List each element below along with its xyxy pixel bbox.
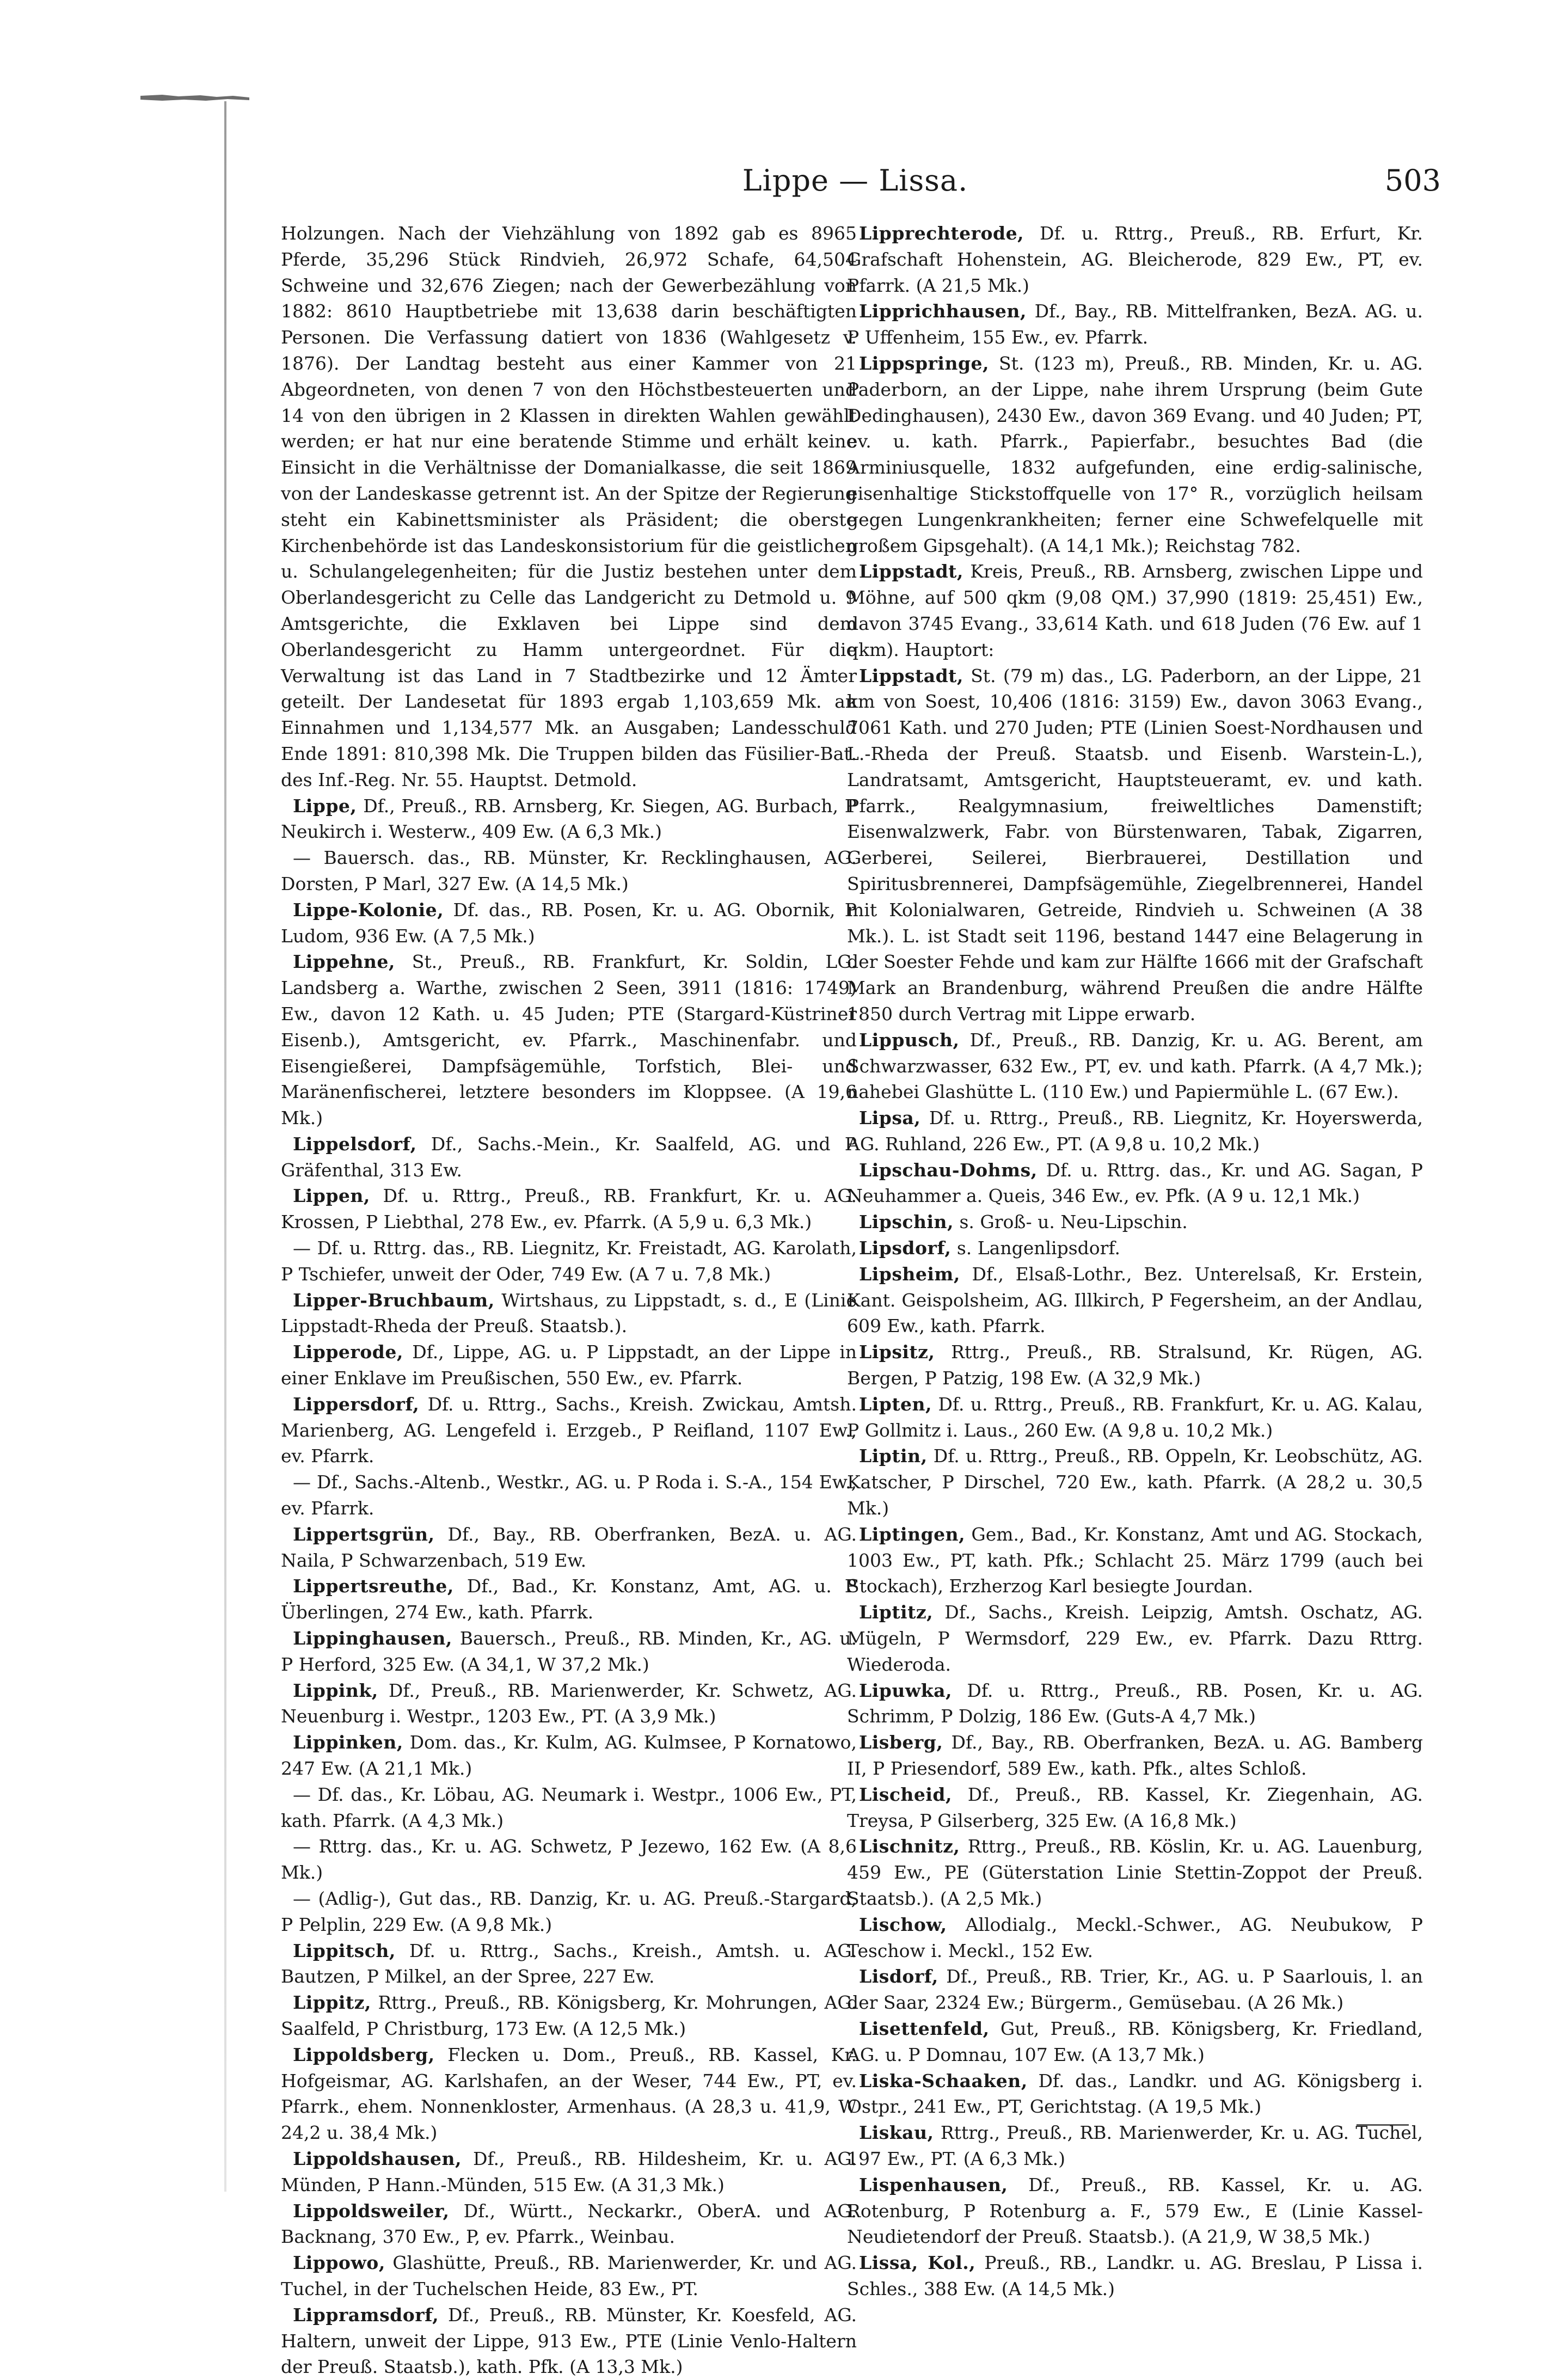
dictionary-entry [281,220,857,793]
entry-headword: Lippinghausen, [293,1628,452,1649]
entry-text: Gut, Preuß., RB. Königsberg, Kr. Friedland, AG. u. P Domnau, 107 Ew. (A 13,7 Mk.) [847,2017,1423,2065]
dictionary-entry [847,1522,1423,1599]
entry-headword: Lipsitz, [859,1341,935,1363]
entry-headword: Lissa, Kol., [859,2252,976,2274]
entry-text: Df., Preuß., RB. Arnsberg, Kr. Siegen, AG. Burbach, P Neukirch i. Westerw., 409 Ew. (A 6,3 Mk.) [281,795,857,843]
dictionary-entry [847,663,1423,1027]
entry-text: Kreis, Preuß., RB. Arnsberg, zwischen Lippe und Möhne, auf 500 qkm (9,08 QM.) 37,990 (1819: 25,451) Ew., davon 3745 Evang., 33,614 Kath. und 618 Juden (76 Ew. auf 1 qkm). Hauptort: [847,561,1423,660]
entry-text: Df., Sachs.-Mein., Kr. Saalfeld, AG. und P Gräfenthal, 313 Ew. [281,1133,857,1181]
dictionary-entry [281,2146,857,2198]
entry-headword: Lipsa, [859,1107,921,1129]
dictionary-entry [281,2042,857,2146]
entry-text: — Bauersch. das., RB. Münster, Kr. Recklinghausen, AG. Dorsten, P Marl, 327 Ew. (A 14,5 Mk.) [281,847,857,894]
entry-headword: Lippowo, [293,2252,385,2274]
dictionary-entry [847,1105,1423,1157]
entry-text: Df., Preuß., RB. Trier, Kr., AG. u. P Saarlouis, l. an der Saar, 2324 Ew.; Bürgerm., Gemüsebau. (A 26 Mk.) [847,1966,1423,2014]
entry-headword: Lipuwka, [859,1679,952,1701]
entry-text: Holzungen. Nach der Viehzählung von 1892 gab es 8965 Pferde, 35,296 Stück Rindvieh, 26,972 Schafe, 64,504 Schweine und 32,676 Ziegen; nach der Gewerbezählung von 1882: 8610 Hauptbetriebe mit 13,638 darin beschäftigten Personen. Die Verfassung datiert von 1836 (Wahlgesetz v. 1876). Der Landtag besteht aus einer Kammer von 21 Abgeordneten, von denen 7 von den Höchstbesteuerten und 14 von den übrigen in 2 Klassen in direkten Wahlen gewählt werden; er hat nur eine beratende Stimme und erhält keine Einsicht in die Verhältnisse der Domanialkasse, die seit 1869 von der Landeskasse getrennt ist. An der Spitze der Regierung steht ein Kabinettsminister als Präsident; die oberste Kirchenbehörde ist das Landeskonsistorium für die geistlichen u. Schulangelegenheiten; für die Justiz bestehen unter dem Oberlandesgericht zu Celle das Landgericht zu Detmold u. 9 Amtsgerichte, die Exklaven bei Lippe sind dem Oberlandesgericht zu Hamm untergeordnet. Für die Verwaltung ist das Land in 7 Stadtbezirke und 12 Ämter geteilt. Der Landesetat für 1893 ergab 1,103,659 Mk. an Einnahmen und 1,134,577 Mk. an Ausgaben; Landesschuld Ende 1891: 810,398 Mk. Die Truppen bilden das Füsilier-Bat. des Inf.-Reg. Nr. 55. Hauptst. Detmold. [281,223,857,790]
entry-text: Glashütte, Preuß., RB. Marienwerder, Kr. und AG. Tuchel, in der Tuchelschen Heide, 83 Ew., PT. [281,2252,857,2299]
dictionary-entry [281,1522,857,1574]
entry-text: — Df. das., Kr. Löbau, AG. Neumark i. Westpr., 1006 Ew., PT, kath. Pfarrk. (A 4,3 Mk.) [281,1783,857,1831]
dictionary-entry [281,1391,857,1469]
entry-text: — Df., Sachs.-Altenb., Westkr., AG. u. P Roda i. S.-A., 154 Ew., ev. Pfarrk. [281,1471,857,1519]
dictionary-entry [281,1573,857,1625]
entry-text: Df. u. Rttrg., Preuß., RB. Frankfurt, Kr. u. AG. Krossen, P Liebthal, 278 Ew., ev. Pfarrk. (A 5,9 u. 6,3 Mk.) [281,1185,857,1233]
entry-text: Df., Sachs., Kreish. Leipzig, Amtsh. Oschatz, AG. Mügeln, P Wermsdorf, 229 Ew., ev. Pfarrk. Dazu Rttrg. Wiederoda. [847,1602,1423,1675]
left-column [281,220,857,2378]
dictionary-entry [847,1833,1423,1911]
dictionary-entry [847,1391,1423,1444]
entry-text: — (Adlig-), Gut das., RB. Danzig, Kr. u. AG. Preuß.-Stargard, P Pelplin, 229 Ew. (A 9,8 Mk.) [281,1888,857,1935]
entry-text: Df., Elsaß-Lothr., Bez. Unterelsaß, Kr. Erstein, Kant. Geispolsheim, AG. Illkirch, P Fegersheim, an der Andlau, 609 Ew., kath. Pfarrk. [847,1263,1423,1337]
entry-headword: Lipten, [859,1393,932,1415]
entry-text: Df., Bad., Kr. Konstanz, Amt, AG. u. P Überlingen, 274 Ew., kath. Pfarrk. [281,1575,857,1623]
entry-headword: Lischow, [859,1913,947,1935]
dictionary-entry [847,2068,1423,2120]
entry-headword: Lippink, [293,1679,378,1701]
entry-text: Df. u. Rttrg., Sachs., Kreish. Zwickau, Amtsh. Marienberg, AG. Lengefeld i. Erzgeb., P Reifland, 1107 Ew., ev. Pfarrk. [281,1393,857,1467]
entry-text: Df., Württ., Neckarkr., OberA. und AG. Backnang, 370 Ew., P, ev. Pfarrk., Weinbau. [281,2200,857,2248]
entry-headword: Liskau, [859,2122,934,2144]
dictionary-entry [847,1782,1423,1834]
dictionary-entry [281,1938,857,1990]
dictionary-entry [847,1678,1423,1730]
dictionary-entry [847,559,1423,663]
entry-text: Rttrg., Preuß., RB. Köslin, Kr. u. AG. Lauenburg, 459 Ew., PE (Güterstation Linie Stettin-Zoppot der Preuß. Staatsb.). (A 2,5 Mk.) [847,1836,1423,1909]
entry-text: Df., Preuß., RB. Marienwerder, Kr. Schwetz, AG. Neuenburg i. Westpr., 1203 Ew., PT. (A 3,9 Mk.) [281,1679,857,1727]
entry-headword: Lipsdorf, [859,1237,952,1259]
entry-headword: Lippehne, [293,951,395,973]
dictionary-entry [847,2172,1423,2250]
entry-text: Df. u. Rttrg., Preuß., RB. Liegnitz, Kr. Hoyerswerda, AG. Ruhland, 226 Ew., PT. (A 9,8 u. 10,2 Mk.) [847,1107,1423,1155]
entry-text: Rttrg., Preuß., RB. Königsberg, Kr. Mohrungen, AG. Saalfeld, P Christburg, 173 Ew. (A 12,5 Mk.) [281,1992,857,2039]
dictionary-entry [281,1886,857,1938]
dictionary-entry [847,1235,1423,1261]
entry-text: Df. u. Rttrg. das., Kr. und AG. Sagan, P Neuhammer a. Queis, 346 Ew., ev. Pfk. (A 9 u. 12,1 Mk.) [847,1159,1423,1207]
entry-text: — Df. u. Rttrg. das., RB. Liegnitz, Kr. Freistadt, AG. Karolath, P Tschiefer, unweit der Oder, 749 Ew. (A 7 u. 7,8 Mk.) [281,1237,857,1285]
entry-headword: Lippen, [293,1185,370,1207]
entry-text: Dom. das., Kr. Kulm, AG. Kulmsee, P Kornatowo, 247 Ew. (A 21,1 Mk.) [281,1732,857,1780]
entry-text: — Rttrg. das., Kr. u. AG. Schwetz, P Jezewo, 162 Ew. (A 8,6 Mk.) [281,1836,857,1884]
dictionary-entry [281,1339,857,1391]
entry-headword: Lippspringe, [859,352,990,374]
dictionary-entry [281,949,857,1131]
entry-text: Df., Bay., RB. Mittelfranken, BezA. AG. u. P Uffenheim, 155 Ew., ev. Pfarrk. [847,300,1423,348]
dictionary-entry [847,220,1423,298]
entry-text: Df., Preuß., RB. Münster, Kr. Koesfeld, AG. Haltern, unweit der Lippe, 913 Ew., PTE (Linie Venlo-Haltern der Preuß. Staatsb.), kath. Pfk. (A 13,3 Mk.) [281,2304,857,2378]
entry-text: Preuß., RB., Landkr. u. AG. Breslau, P Lissa i. Schles., 388 Ew. (A 14,5 Mk.) [847,2252,1423,2299]
entry-headword: Liptin, [859,1445,928,1467]
entry-headword: Lippusch, [859,1029,960,1051]
entry-headword: Lippelsdorf, [293,1133,417,1155]
entry-text: s. Groß- u. Neu-Lipschin. [959,1211,1188,1233]
dictionary-entry [281,2250,857,2302]
dictionary-entry [281,1183,857,1235]
entry-text: Flecken u. Dom., Preuß., RB. Kassel, Kr. Hofgeismar, AG. Karlshafen, an der Weser, 744 Ew., PT, ev. Pfarrk., ehem. Nonnenkloster, Armenhaus. (A 28,3 u. 41,9, W 24,2 u. 38,4 Mk.) [281,2044,857,2144]
entry-headword: Lisettenfeld, [859,2017,990,2039]
page-number: 503 [1384,163,1441,198]
dictionary-entry [281,1678,857,1730]
entry-text: Df. u. Rttrg., Preuß., RB. Posen, Kr. u. AG. Schrimm, P Dolzig, 186 Ew. (Guts-A 4,7 Mk.) [847,1679,1423,1727]
dictionary-entry [281,897,857,949]
entry-headword: Lisberg, [859,1732,943,1753]
dictionary-entry [847,1027,1423,1105]
dictionary-entry [281,1833,857,1886]
entry-headword: Lipper-Bruchbaum, [293,1289,495,1311]
entry-headword: Liptingen, [859,1523,966,1545]
entry-text: Df. u. Rttrg., Preuß., RB. Oppeln, Kr. Leobschütz, AG. Katscher, P Dirschel, 720 Ew., kath. Pfarrk. (A 28,2 u. 30,5 Mk.) [847,1445,1423,1519]
dictionary-entry [281,2302,857,2380]
entry-text: s. Langenlipsdorf. [956,1237,1120,1259]
entry-text: Rttrg., Preuß., RB. Stralsund, Kr. Rügen, AG. Bergen, P Patzig, 198 Ew. (A 32,9 Mk.) [847,1341,1423,1389]
dictionary-entry [847,351,1423,559]
dictionary-entry [281,1625,857,1678]
page-header [269,163,1441,210]
dictionary-entry [847,2250,1423,2302]
dictionary-entry [281,1287,857,1340]
entry-headword: Lispenhausen, [859,2174,1008,2195]
entry-text: Df., Lippe, AG. u. P Lippstadt, an der Lippe in einer Enklave im Preußischen, 550 Ew., ev. Pfarrk. [281,1341,857,1389]
entry-headword: Lippstadt, [859,561,963,582]
dictionary-entry [281,1469,857,1522]
dictionary-entry [847,2120,1423,2172]
dictionary-entry [281,2198,857,2250]
entry-headword: Lippitz, [293,1992,371,2014]
dictionary-entry [847,1339,1423,1391]
dictionary-entry [847,1964,1423,2016]
dictionary-entry [847,1157,1423,1210]
dictionary-entry [847,1261,1423,1339]
entry-text: St., Preuß., RB. Frankfurt, Kr. Soldin, LG. Landsberg a. Warthe, zwischen 2 Seen, 3911 (1816: 1749) Ew., davon 12 Kath. u. 45 Juden; PTE (Stargard-Küstriner Eisenb.), Amtsgericht, ev. Pfarrk., Maschinenfabr. und Eisengießerei, Dampfsägemühle, Torfstich, Blei- und Maränenfischerei, letztere besonders im Kloppsee. (A 19,6 Mk.) [281,951,857,1129]
entry-headword: Lipprechterode, [859,223,1024,244]
entry-text: Df. u. Rttrg., Sachs., Kreish., Amtsh. u. AG. Bautzen, P Milkel, an der Spree, 227 Ew. [281,1940,857,1988]
scan-edge-mark [140,91,249,103]
entry-headword: Lipprichhausen, [859,300,1027,322]
entry-text: Rttrg., Preuß., RB. Marienwerder, Kr. u. AG. Tuchel, 197 Ew., PT. (A 6,3 Mk.) [847,2122,1423,2169]
entry-text: Df., Preuß., RB. Kassel, Kr. Ziegenhain, AG. Treysa, P Gilserberg, 325 Ew. (A 16,8 Mk.) [847,1783,1423,1831]
dictionary-entry [281,1235,857,1287]
entry-text: Df., Preuß., RB. Kassel, Kr. u. AG. Rotenburg, P Rotenburg a. F., 579 Ew., E (Linie Kassel-Neudietendorf der Preuß. Staatsb.). (A 21,9, W 38,5 Mk.) [847,2174,1423,2248]
dictionary-entry [281,1729,857,1782]
entry-text: St. (79 m) das., LG. Paderborn, an der Lippe, 21 km von Soest, 10,406 (1816: 3159) Ew., davon 3063 Evang., 7061 Kath. und 270 Juden; PTE (Linien Soest-Nordhausen und L.-Rheda der Preuß. Staatsb. und Eisenb. Warstein-L.), Landratsamt, Amtsgericht, Hauptsteueramt, ev. und kath. Pfarrk., Realgymnasium, freiweltliches Damenstift; Eisenwalzwerk, Fabr. von Bürstenwaren, Tabak, Zigarren, Gerberei, Seilerei, Bierbrauerei, Destillation und Spiritusbrennerei, Dampfsägemühle, Ziegelbrennerei, Handel mit Kolonialwaren, Getreide, Rindvieh u. Schweinen (A 38 Mk.). L. ist Stadt seit 1196, bestand 1447 eine Belagerung in der Soester Fehde und kam zur Hälfte 1666 mit der Grafschaft Mark an Brandenburg, während Preußen die andre Hälfte 1850 durch Vertrag mit Lippe erwarb. [847,665,1423,1025]
entry-headword: Lippoldshausen, [293,2148,462,2169]
dictionary-entry [847,2016,1423,2068]
entry-headword: Lisdorf, [859,1966,938,1988]
entry-headword: Lippitsch, [293,1940,396,1961]
entry-text: Df. das., RB. Posen, Kr. u. AG. Obornik, P Ludom, 936 Ew. (A 7,5 Mk.) [281,899,857,947]
entry-text: Bauersch., Preuß., RB. Minden, Kr., AG. u. P Herford, 325 Ew. (A 34,1, W 37,2 Mk.) [281,1628,857,1675]
entry-text: St. (123 m), Preuß., RB. Minden, Kr. u. AG. Paderborn, an der Lippe, nahe ihrem Ursprung (beim Gute Dedinghausen), 2430 Ew., davon 369 Evang. und 40 Juden; PT, ev. u. kath. Pfarrk., Papierfabr., besuchtes Bad (die Arminiusquelle, 1832 aufgefunden, eine erdig-salinische, eisenhaltige Stickstoffquelle von 17° R., vorzüglich heilsam gegen Lungenkrankheiten; ferner eine Schwefelquelle mit großem Gipsgehalt). (A 14,1 Mk.); Reichstag 782. [847,352,1423,556]
entry-headword: Lippoldsberg, [293,2044,435,2065]
entry-headword: Lippstadt, [859,665,963,686]
entry-text: Wirtshaus, zu Lippstadt, s. d., E (Linie Lippstadt-Rheda der Preuß. Staatsb.). [281,1289,857,1337]
dictionary-entry [847,1912,1423,1964]
entry-headword: Lippertsreuthe, [293,1575,454,1597]
entry-headword: Lippoldsweiler, [293,2200,450,2222]
entry-text: Allodialg., Meckl.-Schwer., AG. Neubukow, P Teschow i. Meckl., 152 Ew. [847,1913,1423,1961]
entry-headword: Lippe-Kolonie, [293,899,444,921]
entry-text: Df., Bay., RB. Oberfranken, BezA. u. AG. Bamberg II, P Priesendorf, 589 Ew., kath. Pfk., altes Schloß. [847,1732,1423,1780]
entry-headword: Lipschin, [859,1211,954,1233]
entry-headword: Lipperode, [293,1341,403,1363]
entry-headword: Lipsheim, [859,1263,960,1285]
entry-text: Df., Bay., RB. Oberfranken, BezA. u. AG. Naila, P Schwarzenbach, 519 Ew. [281,1523,857,1571]
scan-margin-rule [224,101,226,2192]
entry-headword: Lischnitz, [859,1836,960,1857]
running-title: Lippe — Lissa. [742,163,968,198]
entry-headword: Lipschau-Dohms, [859,1159,1038,1181]
entry-text: Gem., Bad., Kr. Konstanz, Amt und AG. Stockach, 1003 Ew., PT, kath. Pfk.; Schlacht 25. März 1799 (auch bei Stockach), Erzherzog Karl besiegte Jourdan. [847,1523,1423,1597]
right-column [847,220,1423,2299]
dictionary-entry [847,1209,1423,1235]
dictionary-entry [281,845,857,897]
dictionary-entry [847,298,1423,351]
entry-headword: Lippersdorf, [293,1393,420,1415]
entry-headword: Liptitz, [859,1602,934,1623]
entry-headword: Lippertsgrün, [293,1523,435,1545]
entry-headword: Lischeid, [859,1783,952,1805]
dictionary-entry [281,1782,857,1834]
entry-text: Df. u. Rttrg., Preuß., RB. Frankfurt, Kr. u. AG. Kalau, P Gollmitz i. Laus., 260 Ew. (A 9,8 u. 10,2 Mk.) [847,1393,1423,1441]
entry-text: Df., Preuß., RB. Danzig, Kr. u. AG. Berent, am Schwarzwasser, 632 Ew., PT, ev. und kath. Pfarrk. (A 4,7 Mk.); nahebei Glashütte L. (110 Ew.) und Papiermühle L. (67 Ew.). [847,1029,1423,1103]
dictionary-entry [847,1729,1423,1782]
entry-headword: Lippramsdorf, [293,2304,439,2326]
dictionary-entry [281,1990,857,2042]
dictionary-entry [847,1443,1423,1521]
entry-headword: Lippinken, [293,1732,403,1753]
entry-headword: Lippe, [293,795,357,817]
dictionary-entry [847,1599,1423,1677]
dictionary-entry [281,793,857,845]
entry-text: Df. das., Landkr. und AG. Königsberg i. Ostpr., 241 Ew., PT, Gerichtstag. (A 19,5 Mk.) [847,2070,1423,2118]
entry-text: Df., Preuß., RB. Hildesheim, Kr. u. AG. Münden, P Hann.-Münden, 515 Ew. (A 31,3 Mk.) [281,2148,857,2195]
entry-text: Df. u. Rttrg., Preuß., RB. Erfurt, Kr. Grafschaft Hohenstein, AG. Bleicherode, 829 Ew., PT, ev. Pfarrk. (A 21,5 Mk.) [847,223,1423,296]
dictionary-entry [281,1131,857,1183]
entry-headword: Liska-Schaaken, [859,2070,1028,2091]
